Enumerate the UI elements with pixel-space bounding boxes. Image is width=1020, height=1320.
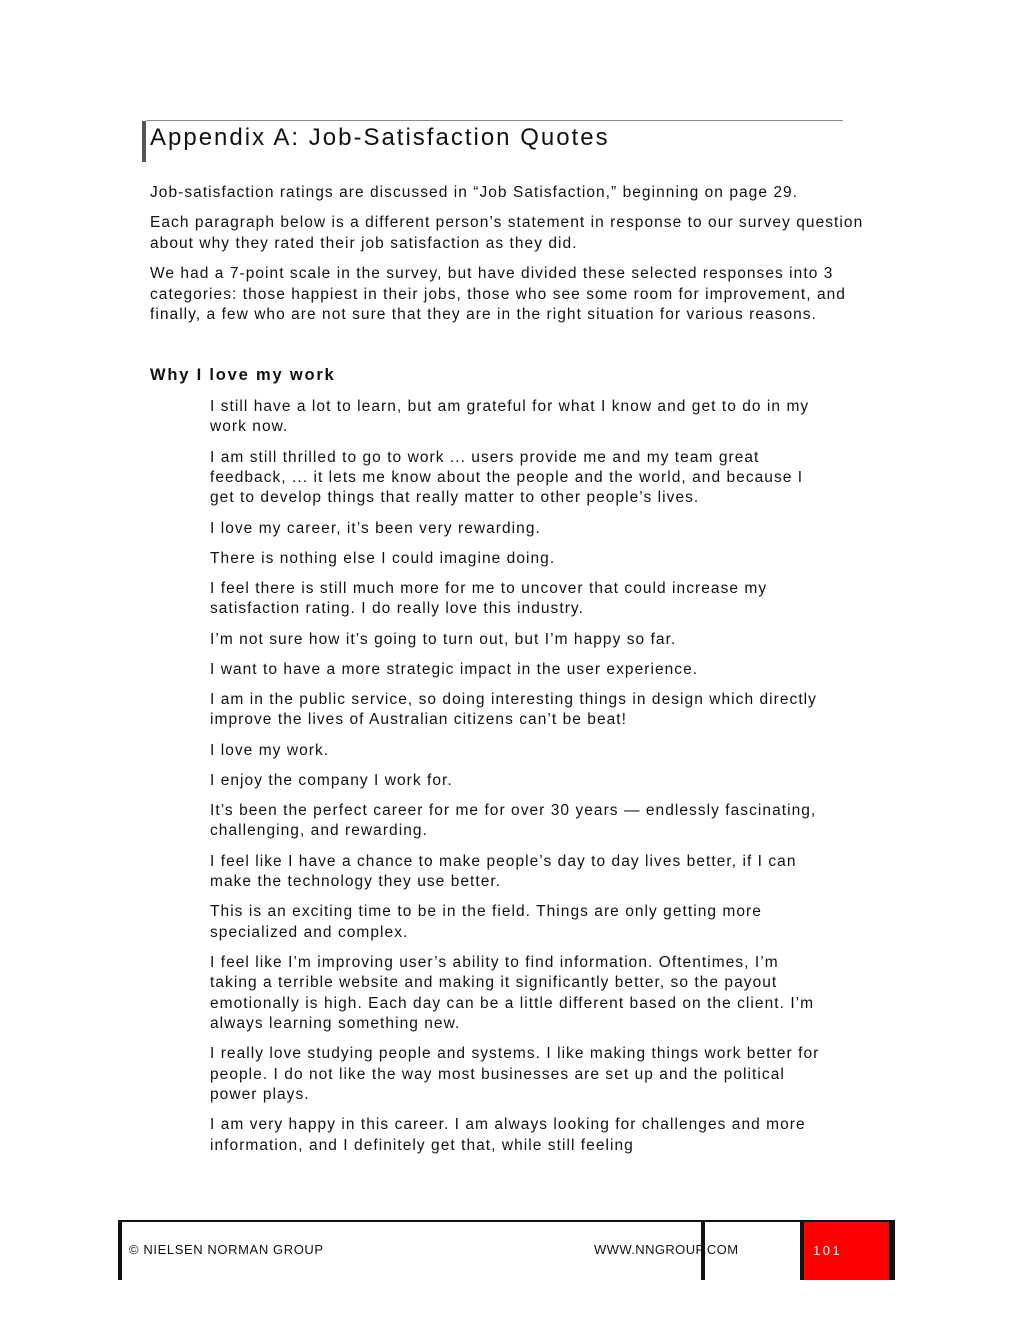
quote-paragraph: I enjoy the company I work for. (210, 771, 453, 789)
quote-paragraph: There is nothing else I could imagine doing. (210, 549, 556, 567)
footer-copyright: © NIELSEN NORMAN GROUP (129, 1242, 324, 1257)
section-heading: Why I love my work (150, 366, 336, 384)
quote-list (210, 397, 825, 1166)
title-accent-bar (142, 121, 146, 162)
quote-paragraph: I feel there is still much more for me to uncover that could increase my satisfaction rating. I do really love this industry. (210, 580, 768, 618)
footer-rule (118, 1220, 895, 1222)
page-number: 101 (813, 1243, 843, 1258)
quote-paragraph: I love my work. (210, 741, 330, 759)
page-title: Appendix A: Job-Satisfaction Quotes (150, 124, 610, 151)
quote-paragraph: I really love studying people and systems. I like making things work better for people. I do not like the way most businesses are set up and the political power plays. (210, 1045, 820, 1104)
page-footer (118, 1220, 895, 1280)
quote-paragraph: This is an exciting time to be in the field. Things are only getting more specialized and complex. (210, 903, 762, 941)
quote-paragraph: I’m not sure how it’s going to turn out, but I’m happy so far. (210, 630, 677, 648)
intro-paragraph: Job-satisfaction ratings are discussed in “Job Satisfaction,” beginning on page 29. (150, 184, 799, 201)
footer-divider (800, 1220, 804, 1280)
quote-paragraph: I am very happy in this career. I am always looking for challenges and more information, and I definitely get that, while still feeling (210, 1116, 806, 1154)
quote-paragraph: I love my career, it’s been very rewarding. (210, 519, 541, 537)
quote-paragraph: I am in the public service, so doing interesting things in design which directly improve the lives of Australian citizens can’t be beat! (210, 691, 817, 729)
footer-divider (118, 1220, 122, 1280)
intro-paragraph: We had a 7-point scale in the survey, but have divided these selected responses into 3 categories: those happiest in their jobs, those who see some room for improvement, and finally, a few who are not sure that they are in the right situation for various reasons. (150, 265, 846, 324)
footer-website: WWW.NNGROUP.COM (594, 1242, 739, 1257)
quote-paragraph: It’s been the perfect career for me for over 30 years — endlessly fascinating, challenging, and rewarding. (210, 802, 817, 840)
intro-section (150, 183, 870, 335)
quote-paragraph: I still have a lot to learn, but am grateful for what I know and get to do in my work now. (210, 398, 810, 436)
quote-paragraph: I want to have a more strategic impact in the user experience. (210, 660, 699, 678)
footer-divider (889, 1220, 895, 1280)
quote-paragraph: I feel like I have a chance to make people’s day to day lives better, if I can make the technology they use better. (210, 852, 797, 891)
header-rule (146, 120, 843, 121)
quote-paragraph: I feel like I’m improving user’s ability to find information. Oftentimes, I’m taking a terrible website and making it significantly better, so the payout emotionally is high. Each day can be a little different based on the client. I’m always learning something new. (210, 953, 815, 1033)
quote-paragraph: I am still thrilled to go to work ... users provide me and my team great feedback, ... it lets me know about the people and the world, and because I get to develop things that really matter to other people’s lives. (210, 448, 804, 507)
intro-paragraph: Each paragraph below is a different person’s statement in response to our survey question about why they rated their job satisfaction as they did. (150, 214, 864, 252)
